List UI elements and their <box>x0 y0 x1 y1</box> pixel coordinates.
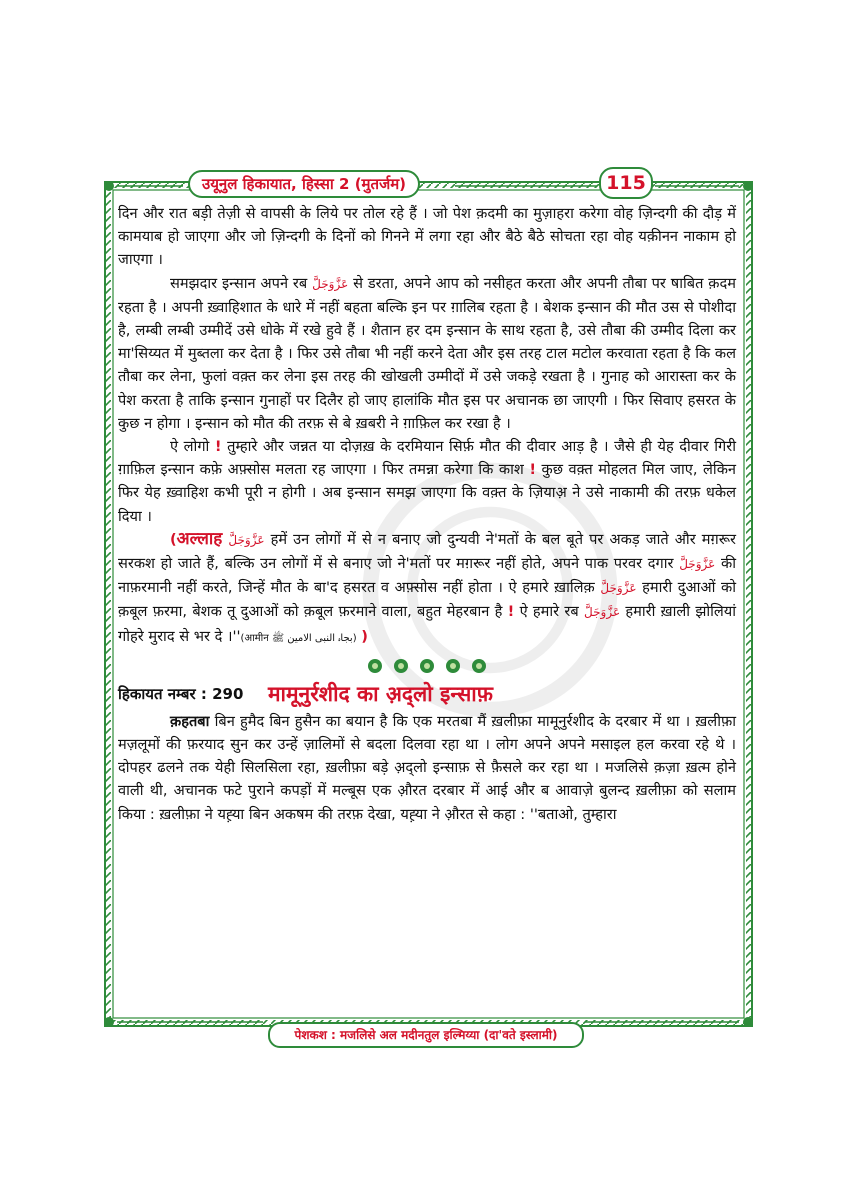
allah-word: अल्लाह <box>176 528 223 549</box>
section-divider <box>118 656 736 676</box>
story-number: हिकायत नम्बर : 290 <box>118 684 244 703</box>
story-title: मामूनुर्रशीद का अ़द्लो इन्साफ़ <box>268 681 493 706</box>
paragraph-1: दिन और रात बड़ी तेज़ी से वापसी के लिये पर तोल रहे हैं । जो पेश क़दमी का मुज़ाहरा करेगा वोह ज़िन्दगी की दौड़ में कामयाब हो जाएगा और जो ज़िन्दगी के दिनों को गिनने में लगा रहा और बैठे बैठे सोचता रहा वोह यक़ीनन नाकाम हो जाएगा । <box>118 205 736 269</box>
paragraph-4: (अल्लाह عَزَّوَجَلَّ हमें उन लोगों में से न बनाए जो दुन्यवी ने'मतों के बल बूते पर अकड़ जाते और मग़रूर सरकश हो जाते हैं, बल्कि उन लोगों में से बनाए जो ने'मतों पर मग़रूर नहीं होते, अपने पाक परवर दगार عَزَّوَجَلَّ की नाफ़रमानी नहीं करते, जिन्हें मौत के बा'द हसरत व अफ़्सोस नहीं होता । ऐ हमारे ख़ालिक़ عَزَّوَجَلَّ हमारी दुआओं को क़बूल फ़रमा, बेशक तू दुआओं को क़बूल फ़रमाने वाला, बहुत मेहरबान है ! ऐ हमारे रब عَزَّوَجَلَّ हमारी ख़ाली झोलियां गोहरे मुराद से भर दे ।''(आमीन بجاہ النبی الامین ﷺ) ) <box>118 528 737 645</box>
publisher-footer: पेशकश : मजलिसे अल मदीनतुल इल्मिय्या (दा'वते इस्लामी) <box>268 1022 584 1048</box>
page-number: 115 <box>599 167 653 199</box>
paragraph-3: ऐ लोगो ! तुम्हारे और जन्नत या दोज़ख़ के दरमियान सिर्फ़ मौत की दीवार आड़ है । जैसे ही येह दीवार गिरी ग़ाफ़िल इन्सान कफ़े अफ़्सोस मलता रह जाएगा । फिर तमन्ना करेगा कि काश ! कुछ वक़्त मोहलत मिल जाए, लेकिन फिर येह ख़्वाहिश कभी पूरी न होगी । अब इन्सान समझ जाएगा कि वक़्त के ज़ियाअ़ ने उसे नाकामी की तरफ़ धकेल दिया । <box>118 438 737 525</box>
paragraph-5: क़हतबा बिन हुमैद बिन हुसैन का बयान है कि एक मरतबा मैं ख़लीफ़ा मामूनुर्रशीद के दरबार में था । ख़लीफ़ा मज़लूमों की फ़रयाद सुन कर उन्हें ज़ालिमों से बदला दिलवा रहा था । लोग अपने अपने मसाइल हल करवा रहे थे । दोपहर ढलने तक येही सिलसिला रहा, ख़लीफ़ा बड़े अ़द्लो इन्साफ़ से फ़ैसले कर रहा था । मजलिसे क़ज़ा ख़त्म होने वाली थी, अचानक फटे पुराने कपड़ों में मल्बूस एक औ़रत दरबार में आई और ब आवाज़े बुलन्द ख़लीफ़ा को सलाम किया : ख़लीफ़ा ने यह़्या बिन अकषम की तरफ़ देखा, यह़्या ने औ़रत से कहा : ''बताओ, तुम्हारा <box>118 712 737 823</box>
flower-divider-icon <box>362 656 492 676</box>
paragraph-2: समझदार इन्सान अपने रब عَزَّوَجَلَّ से डरता, अपने आप को नसीहत करता और अपनी तौबा पर षाबित क़दम रहता है । अपनी ख़्वाहिशात के धारे में नहीं बहता बल्कि इन पर ग़ालिब रहता है । बेशक इन्सान की मौत उस से पोशीदा है, लम्बी लम्बी उम्मीदें उसे धोके में रखे हुवे हैं । शैतान हर दम इन्सान के साथ रहता है, उसे तौबा की उम्मीद दिला कर मा'सिय्यत में मुब्तला कर देता है । फिर उसे तौबा भी नहीं करने देता और इस तरह टाल मटोल करवाता रहता है कि कल तौबा कर लेना, फुलां वक़्त कर लेना इस तरह की खोखली उम्मीदों में उसे जकड़े रखता है । गुनाह को आरास्ता कर के पेश करता है ताकि इन्सान गुनाहों पर दिलैर हो जाए हालांकि मौत इस पर अचानक छा जाएगी । फिर सिवाए हसरत के कुछ न होगा । इन्सान को मौत की तरफ़ से बे ख़बरी ने ग़ाफ़िल कर रखा है । <box>118 274 736 432</box>
page-content <box>118 202 736 826</box>
ameen-phrase: (आमीन بجاہ النبی الامین ﷺ) <box>240 632 357 644</box>
arabic-honorific: عَزَّوَجَلَّ <box>312 276 349 291</box>
story-heading <box>118 680 736 708</box>
book-title: उयूनुल हिकायात, हिस्सा 2 (मुतर्जम) <box>188 170 420 198</box>
